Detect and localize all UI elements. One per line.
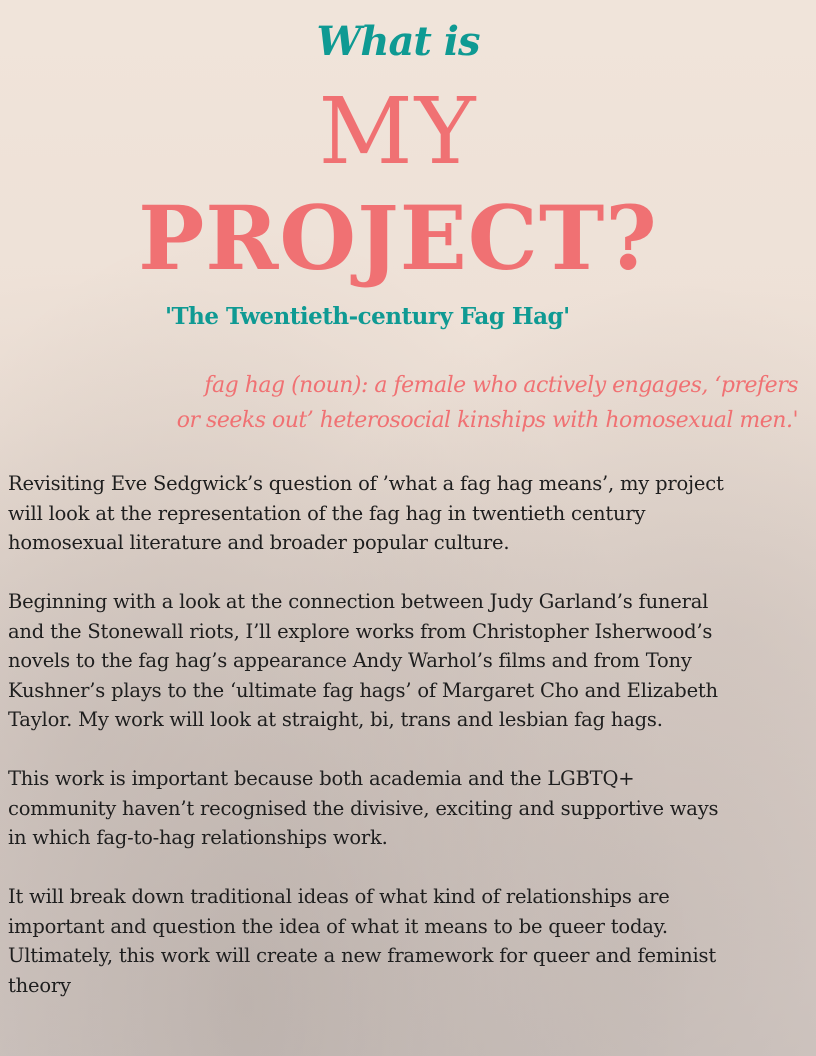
paragraph-intro: Revisiting Eve Sedgwick’s question of ’what a fag hag means’, my project will look at the representation of the fag hag in twentieth century homosexual literature and broader popular culture. xyxy=(8,472,724,554)
paragraph-conclusion: It will break down traditional ideas of what kind of relationships are important and question the idea of what it means to be queer today. Ultimately, this work will create a new framework for queer and feminist theory xyxy=(8,885,716,997)
paragraph-beginning: Beginning with a look at the connection between Judy Garland’s funeral and the Stonewall riots, I’ll explore works from Christopher Isherwood’s novels to the fag hag’s appearance Andy Warhol’s films and from Tony Kushner’s plays to the ‘ultimate fag hags’ of Margaret Cho and Elizabeth Taylor. My work will look at straight, bi, trans and lesbian fag hags. xyxy=(8,590,718,731)
paragraph-importance: This work is important because both academia and the LGBTQ+ community haven’t recognised the divisive, exciting and supportive ways in which fag-to-hag relationships work. xyxy=(8,767,719,849)
definition-line-1: fag hag (noun): a female who actively engages, ‘prefers xyxy=(204,373,798,398)
definition-block xyxy=(118,368,798,438)
definition-line-2: or seeks out’ heterosocial kinships with homosexual men.' xyxy=(176,408,798,433)
heading-project: PROJECT? xyxy=(138,186,658,290)
body-text xyxy=(8,469,816,1030)
heading-my: MY xyxy=(318,78,478,185)
heading-what-is: What is xyxy=(316,18,480,65)
project-subtitle: 'The Twentieth-century Fag Hag' xyxy=(165,303,570,330)
